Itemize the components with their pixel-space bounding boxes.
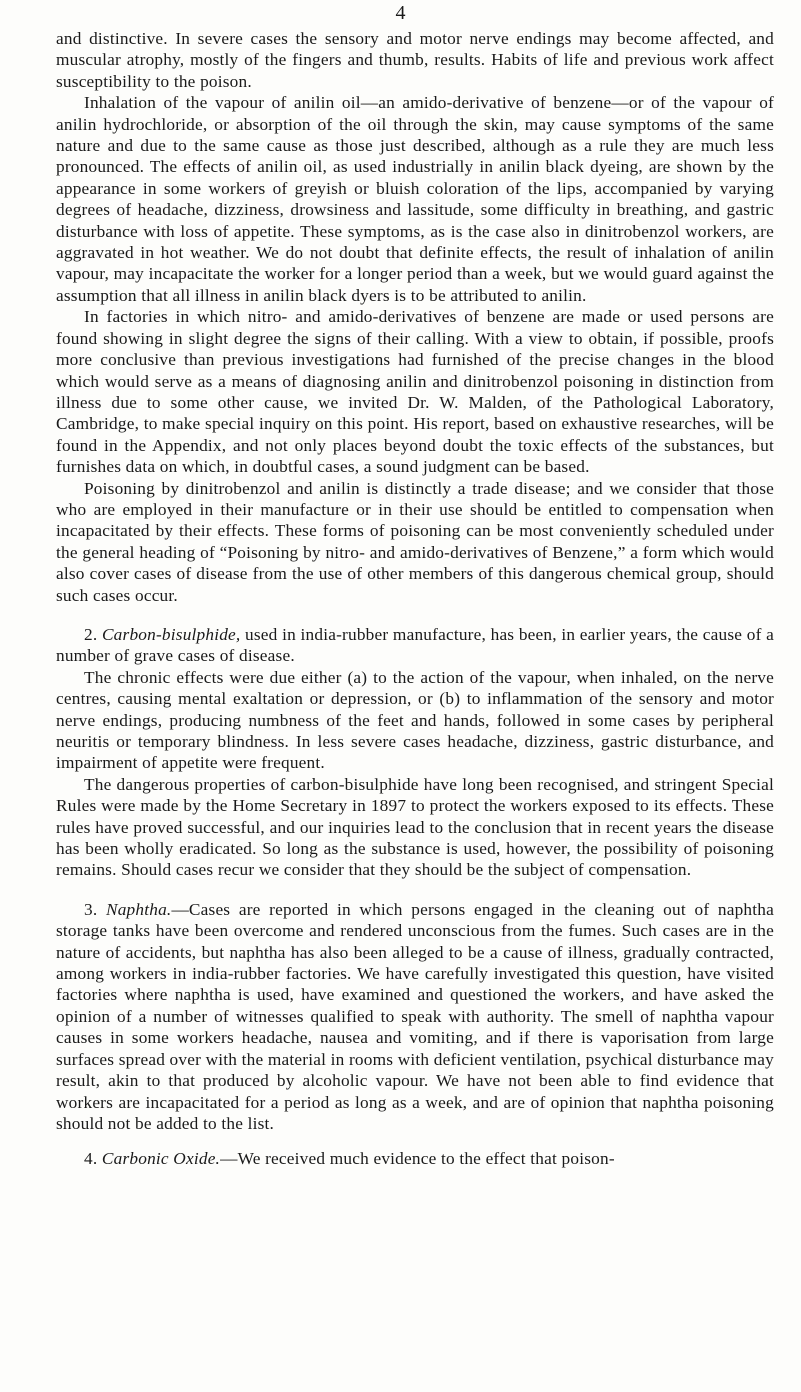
paragraph-special-rules: The dangerous properties of carbon-bisulphide have long been recognised, and stringent Special Rules were made by the Home Secretary in 1897 to protect the workers exposed to its effects. These rules have proved successful, and our inquiries lead to the conclusion that in recent years the disease has been wholly eradicated. So long as the substance is used, however, the possibility of poisoning remains. Should cases recur we consider that they should be the subject of compensation. (56, 774, 774, 880)
page-body (56, 28, 774, 1170)
paragraph-continuation: and distinctive. In severe cases the sensory and motor nerve endings may become affected, and muscular atrophy, mostly of the fingers and thumb, results. Habits of life and previous work affect susceptibility to the poison. (56, 29, 774, 91)
paragraph-chronic-effects: The chronic effects were due either (a) to the action of the vapour, when inhaled, on the nerve centres, causing mental exaltation or depression, or (b) to inflammation of the sensory and motor nerve endings, producing numbness of the feet and hands, followed in some cases by peripheral neuritis or temporary blindness. In less severe cases headache, dizziness, gastric disturbance, and impairment of appetite were frequent. (56, 667, 774, 773)
section-number: 4. (84, 1149, 102, 1169)
page-number: 4 (395, 2, 406, 24)
section-title: Carbonic Oxide. (101, 1149, 221, 1169)
section-naphtha (56, 899, 774, 1134)
section-title: Carbon-bisulphide, (101, 624, 241, 644)
section-number: 3. (84, 899, 106, 919)
paragraph-blood-inquiry: In factories in which nitro- and amido-derivatives of benzene are made or used persons are found showing in slight degree the signs of their calling. With a view to obtain, if possible, proofs more conclusive than previous investigations had furnished of the precise changes in the blood which would serve as a means of diagnosing anilin and dinitrobenzol poisoning in distinction from illness due to some other cause, we invited Dr. W. Malden, of the Pathological Laboratory, Cambridge, to make special inquiry on this point. His report, based on exhaustive researches, will be found in the Appendix, and not only places beyond doubt the toxic effects of the substances, but furnishes data on which, in doubtful cases, a sound judgment can be based. (56, 307, 774, 477)
section-carbon-bisulphide (56, 624, 774, 667)
section-text: —Cases are reported in which persons engaged in the cleaning out of naphtha storage tanks have been overcome and rendered unconscious from the fumes. Such cases are in the nature of accidents, but naphtha has also been alleged to be a cause of illness, gradually contracted, among workers in india-rubber factories. We have carefully investigated this question, have visited factories where naphtha is used, have examined and questioned the workers, and have asked the opinion of a number of witnesses qualified to speak with authority. The smell of naphtha vapour causes in some workers headache, nausea and vomiting, and if there is vaporisation from large surfaces spread over with the material in rooms with deficient ventilation, psychical disturbance may result, akin to that produced by alcoholic vapour. We have not been able to find evidence that workers are incapacitated for a period as long as a week, and are of opinion that naphtha poisoning should not be added to the list. (56, 899, 774, 1133)
paragraph-anilin-vapour: Inhalation of the vapour of anilin oil—an amido-derivative of benzene—or of the vapour of anilin hydrochloride, or absorption of the oil through the skin, may cause symptoms of the same nature and due to the same cause as those just described, although as a rule they are much less pronounced. The effects of anilin oil, as used industrially in anilin black dyeing, are shown by the appearance in some workers of greyish or bluish coloration of the lips, accompanied by varying degrees of headache, dizziness, drowsiness and lassitude, some difficulty in breathing, and gastric disturbance with loss of appetite. These symptoms, as is the case also in dinitrobenzol workers, are aggravated in hot weather. We do not doubt that definite effects, the result of inhalation of anilin vapour, may incapacitate the worker for a longer period than a week, but we would guard against the assumption that all illness in anilin black dyers is to be attributed to anilin. (56, 93, 774, 305)
section-title: Naphtha. (105, 899, 172, 919)
paragraph-trade-disease: Poisoning by dinitrobenzol and anilin is distinctly a trade disease; and we consider that those who are employed in their manufacture or in their use should be entitled to compensation when incapacitated by their effects. These forms of poisoning can be most conveniently scheduled under the general heading of “Poisoning by nitro- and amido-derivatives of Benzene,” a form which would also cover cases of disease from the use of other members of this dangerous chemical group, should such cases occur. (56, 478, 774, 605)
section-number: 2. (84, 624, 102, 644)
section-text: —We received much evidence to the effect that poison- (220, 1149, 615, 1169)
section-text: used in india-rubber manufacture, has been, in earlier years, the cause of a number of grave cases of disease. (56, 624, 774, 666)
section-carbonic-oxide (56, 1148, 774, 1169)
